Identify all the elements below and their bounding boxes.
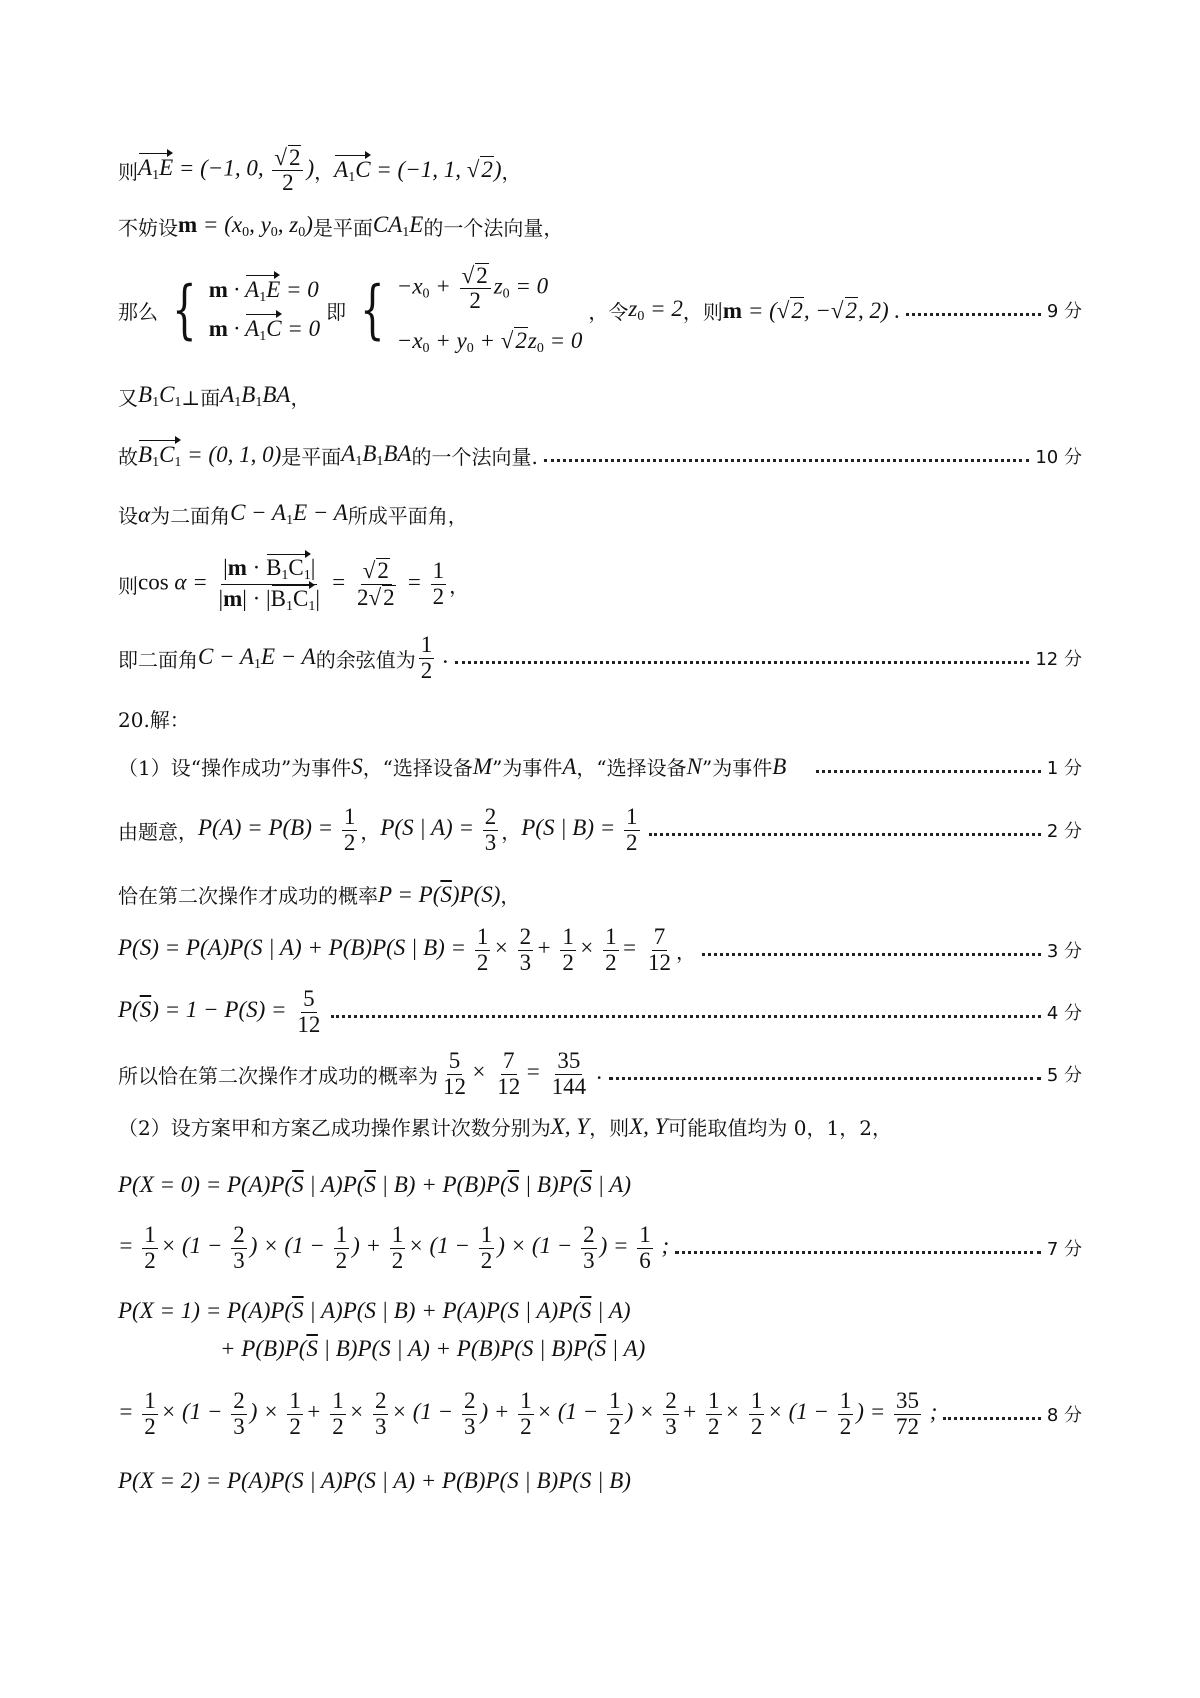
line-px2: P(X = 2) = P(A)P(S | A)P(S | A) + P(B)P(S | B)P(S | B): [118, 1468, 631, 1493]
line-perp: 又 $B_1C_1$ ⊥面 $A_1B_1BA$ ，: [118, 382, 311, 410]
line-px1-value: = $\frac{1}{2}$ × (1 − $\frac{2}{3}$ ) × $\frac{1}{2}$ + $\frac{1}{2}$ × $\frac{2}{3}$ × (1 − $\frac{2}{3}$ ) + $\frac{1}{2}$ × (1 − $\frac{1}{2}$ ) × $\frac{2}{3}$ + $\frac{1}{2}$ × $\frac{1}{2}$ × (1 − $\frac{1}{2}$ ) = $\frac{35}{72}$ ; 8 分: [118, 1388, 1082, 1439]
score-7: 7 分: [1046, 1239, 1082, 1260]
line-vectors: 则 $A_1E = (-1$, 0, √ $\frac{2}{2}$ ) ， $A_1C = (-1$, 1, √ 2) ，: [118, 145, 1082, 195]
score-3: 3 分: [1046, 941, 1082, 962]
line-px1-cont: + $P(B)P(\overline{S}$ | B)P(S | A) + P(B)P(S | $B)P(\overline{S}$ | A): [220, 1336, 646, 1361]
score-10: 10 分: [1035, 446, 1082, 468]
line-px0-value: = $\frac{1}{2}$ × (1 − $\frac{2}{3}$ ) × (1 − $\frac{1}{2}$ ) + $\frac{1}{2}$ × (1 − $\frac{1}{2}$ ) × (1 − $\frac{2}{3}$ ) = $\frac{1}{6}$ ; 7 分: [118, 1222, 1082, 1273]
score-5: 5 分: [1046, 1065, 1082, 1086]
line-normal-b1c1: 故 $B_1C_1 = (0$, 1, 0) 是平面 $A_1B_1BA$ 的一个法向量. 10 分: [118, 441, 1082, 470]
line-prob-second: 恰在第二次操作才成功的概率 $P = P(\overline{S})P(S)$ ，: [118, 881, 521, 908]
line-part2: （2）设方案甲和方案乙成功操作累计次数分别为 X, Y ，则 X, Y 可能取值均为 0，1，2，: [118, 1113, 892, 1140]
line-given: 由题意， P(A) = P(B) = $\frac{1}{2}$ ， P(S | A) = $\frac{2}{3}$ ， P(S | B) = $\frac{1}{2}$ 2 分: [118, 804, 1082, 855]
score-4: 4 分: [1046, 1003, 1082, 1024]
line-system: 那么 { $m \cdot A_1E = 0$ $m \cdot A_1C = 0$ 即 { $-x_0$ + √ $\frac{2}{2}$ $z_0 = 0$ $-x_0 + y_0$ + √ $2z_0 = 0$ ，令 $z_0 = 2$ ，则 m = ( √ 2, − √ 2, 2) . 9 分: [118, 262, 1082, 358]
line-ps: P(S) = P(A)P(S | A) + P(B)P(S | B) = $\frac{1}{2}$ × $\frac{2}{3}$ + $\frac{1}{2}$ × $\frac{1}{2}$ = $\frac{7}{12}$ ， 3 分: [118, 924, 1082, 975]
score-2: 2 分: [1046, 821, 1082, 842]
line-cos: 则 cos α = $\frac{|m \cdot B_1C_1|}{|m| \cdot |B_1C_1|}$ = √ $\frac{2}{2 √ 2}$ = $\frac{1}{2}$ ，: [118, 552, 1082, 616]
line-q20: 20.解：: [118, 708, 190, 732]
score-8: 8 分: [1046, 1405, 1082, 1426]
line-normal-assume: 不妨设 $m = (x_0$, $y_0$, $z_0$) 是平面 $CA_1E$ 的一个法向量，: [118, 212, 564, 240]
score-1: 1 分: [1046, 757, 1082, 779]
line-answer-1: 所以恰在第二次操作才成功的概率为 $\frac{5}{12}$ × $\frac{7}{12}$ = $\frac{35}{144}$ . 5 分: [118, 1048, 1082, 1099]
line-part1-events: （1）设“操作成功”为事件 S ，“选择设备 M ”为事件 A ，“选择设备 N ”为事件 B 1 分: [118, 753, 1082, 780]
line-px0: $P(X = 0) = P(A)P(\overline{S}$ | $A)P(\overline{S}$ | $B) + P(B)P(\overline{S}$ | $B)P(\overline{S}$ | A): [118, 1172, 631, 1197]
line-alpha: 设 α 为二面角 $C - A_1E - A$ 所成平面角，: [118, 500, 468, 528]
vec-a1e: $A_1E = (-1$, 0, √ $\frac{2}{2}$ ): [138, 145, 314, 195]
line-px1: $P(X = 1) = P(A)P(\overline{S}$ | A)P(S | B) + P(A)P(S | $A)P(\overline{S}$ | A): [118, 1298, 631, 1323]
vec-a1c: $A_1C = (-1$, 1, √ 2): [334, 155, 501, 186]
line-cos-result: 即二面角 $C - A_1E - A$ 的余弦值为 $\frac{1}{2}$ . 12 分: [118, 632, 1082, 683]
score-12: 12 分: [1035, 649, 1082, 670]
line-ps-bar: $P(\overline{S}) = 1 - P(S)$ = $\frac{5}{12}$ 4 分: [118, 986, 1082, 1037]
score-9: 9 分: [1046, 301, 1082, 322]
